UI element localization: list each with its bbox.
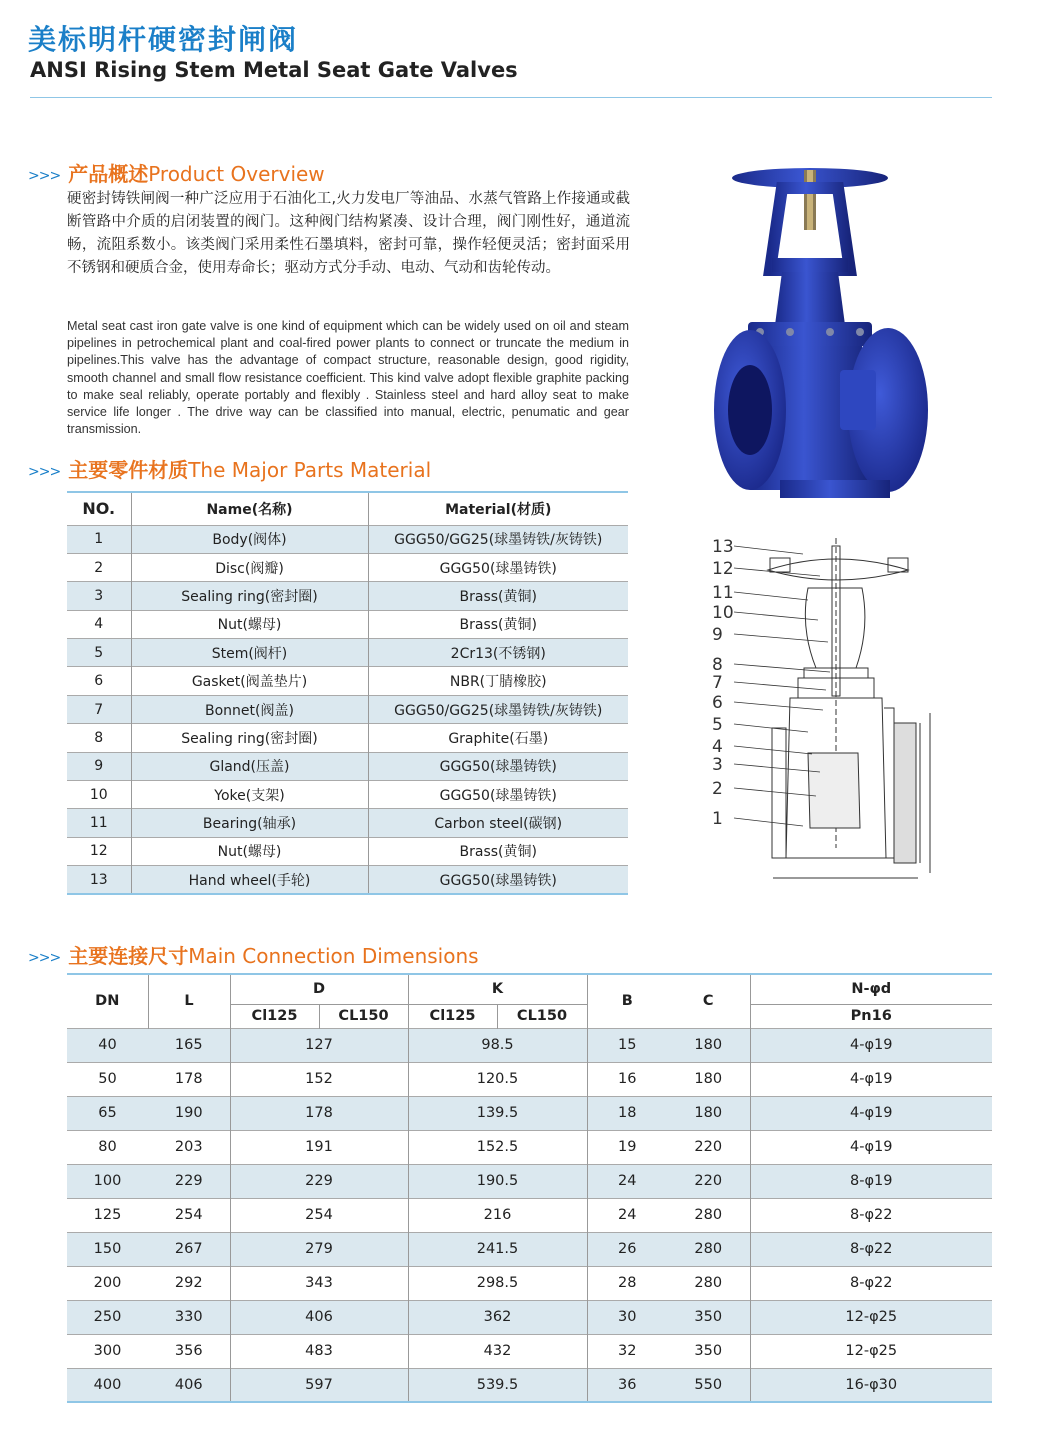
- b-cell: 15: [618, 1037, 637, 1053]
- l-cell: 406: [148, 1368, 230, 1402]
- nd-cell: 8-φ22: [850, 1207, 893, 1223]
- b-cell: 32: [618, 1343, 637, 1359]
- table-row: [67, 610, 628, 638]
- d-cell: 343: [230, 1266, 408, 1300]
- l-cell: 178: [148, 1062, 230, 1096]
- table-row: [67, 639, 628, 667]
- table-row: [67, 1334, 992, 1368]
- arrows-icon: >>>: [28, 463, 61, 480]
- callout-label: 5: [712, 715, 723, 735]
- col-header-k-cl125: Cl125: [408, 1004, 497, 1028]
- callout-label: 6: [712, 693, 723, 713]
- col-header-name: Name(名称): [131, 492, 368, 525]
- overview-text-en: Metal seat cast iron gate valve is one kind of equipment which can be widely used on oil and steam pipelines in petrochemical plant and coal-fired power plants to connect or truncate the medium in pipelines.This valve has the advantage of compact structure, reasonable design, good rigidity, smooth channel and small flow resistance coefficient. This kind valve adopt flexible graphite packing to make seal reliably, operate portably and flexibly . Stainless steel and hard alloy seat to make service life longer . The drive way can be classified into manual, electric, penumatic and gear transmission.: [67, 319, 629, 437]
- l-cell: 229: [148, 1164, 230, 1198]
- table-row: [67, 809, 628, 837]
- nd-cell: 4-φ19: [850, 1139, 893, 1155]
- table-row: [67, 1300, 992, 1334]
- d-cell: 254: [230, 1198, 408, 1232]
- table-row: [67, 866, 628, 894]
- b-cell: 24: [618, 1173, 637, 1189]
- part-no-cell: 6: [67, 667, 131, 695]
- dn-cell: 250: [93, 1309, 122, 1325]
- parts-table: [67, 491, 628, 895]
- c-cell: 350: [667, 1300, 750, 1334]
- callout-leader-line: [734, 746, 812, 754]
- nd-cell: 16-φ30: [845, 1376, 898, 1393]
- nd-cell: 4-φ19: [850, 1105, 893, 1121]
- part-name-cell: Nut(螺母): [131, 837, 368, 865]
- callout-label: 7: [712, 673, 723, 693]
- b-cell: 16: [618, 1071, 637, 1087]
- part-no-cell: 12: [67, 837, 131, 865]
- k-cell: 98.5: [408, 1028, 587, 1062]
- dn-cell: 80: [98, 1139, 117, 1155]
- nd-cell: 12-φ25: [845, 1343, 898, 1359]
- c-cell: 220: [667, 1130, 750, 1164]
- b-cell: 18: [618, 1105, 637, 1121]
- callout-leader-line: [734, 682, 826, 690]
- callout-leader-line: [734, 788, 816, 796]
- part-name-cell: Sealing ring(密封圈): [131, 724, 368, 752]
- valve-technical-drawing: [708, 528, 953, 893]
- callout-label: 8: [712, 655, 723, 675]
- dn-cell: 200: [93, 1275, 122, 1291]
- part-name-cell: Yoke(支架): [131, 781, 368, 809]
- k-cell: 216: [408, 1198, 587, 1232]
- callout-label: 4: [712, 737, 723, 757]
- l-cell: 356: [148, 1334, 230, 1368]
- b-cell: 28: [618, 1275, 637, 1291]
- col-header-dn: DN: [67, 974, 148, 1028]
- part-material-cell: GGG50(球墨铸铁): [439, 759, 557, 776]
- table-row: [67, 781, 628, 809]
- callout-leader-line: [734, 634, 828, 642]
- l-cell: 330: [148, 1300, 230, 1334]
- l-cell: 165: [148, 1028, 230, 1062]
- part-no-cell: 1: [67, 525, 131, 553]
- part-no-cell: 13: [67, 866, 131, 894]
- callout-leader-line: [734, 546, 803, 554]
- part-name-cell: Hand wheel(手轮): [131, 866, 368, 894]
- dn-cell: 125: [93, 1207, 122, 1223]
- nd-cell: 8-φ22: [850, 1241, 893, 1257]
- overview-heading: [28, 158, 325, 187]
- callout-label: 3: [712, 755, 723, 775]
- part-no-cell: 5: [67, 639, 131, 667]
- c-cell: 280: [667, 1198, 750, 1232]
- dn-cell: 100: [93, 1173, 122, 1189]
- page-title-cn: 美标明杆硬密封闸阀: [28, 23, 299, 56]
- table-row: [67, 1096, 992, 1130]
- k-cell: 152.5: [408, 1130, 587, 1164]
- part-material-cell: 2Cr13(不锈钢): [450, 645, 546, 662]
- d-cell: 127: [230, 1028, 408, 1062]
- nd-cell: 4-φ19: [850, 1037, 893, 1053]
- callout-label: 13: [712, 537, 734, 557]
- dimensions-heading-en: Main Connection Dimensions: [188, 944, 479, 968]
- callout-leader-line: [734, 818, 803, 826]
- overview-text-cn: 硬密封铸铁闸阀一种广泛应用于石油化工,火力发电厂等油品、水蒸气管路上作接通或截断管路中介质的启闭装置的阀门。这种阀门结构紧凑、设计合理，阀门刚性好，通道流畅，流阻系数小。该类阀门采用柔性石墨填料，密封可靠，操作轻便灵活；密封面采用不锈钢和硬质合金，使用寿命长；驱动方式分手动、电动、气动和齿轮传动。: [67, 191, 630, 276]
- overview-heading-en: Product Overview: [148, 162, 325, 186]
- part-name-cell: Nut(螺母): [131, 610, 368, 638]
- dn-cell: 50: [98, 1071, 117, 1087]
- arrows-icon: >>>: [28, 949, 61, 966]
- table-row: [67, 1028, 992, 1062]
- page-title-en: ANSI Rising Stem Metal Seat Gate Valves: [30, 58, 518, 82]
- d-cell: 406: [230, 1300, 408, 1334]
- part-material-cell: GGG50(球墨铸铁): [439, 560, 557, 577]
- table-row: [67, 553, 628, 581]
- part-no-cell: 11: [67, 809, 131, 837]
- c-cell: 350: [667, 1334, 750, 1368]
- c-cell: 550: [667, 1368, 750, 1402]
- col-header-material: Material(材质): [368, 492, 628, 525]
- d-cell: 597: [230, 1368, 408, 1402]
- part-name-cell: Body(阀体): [131, 525, 368, 553]
- part-name-cell: Gland(压盖): [131, 752, 368, 780]
- table-row: [67, 1266, 992, 1300]
- title-divider: [30, 97, 992, 98]
- b-cell: 24: [618, 1207, 637, 1223]
- dimensions-table: [67, 973, 992, 1403]
- d-cell: 152: [230, 1062, 408, 1096]
- dn-cell: 65: [98, 1105, 117, 1121]
- col-header-l: L: [148, 974, 230, 1028]
- part-material-cell: Brass(黄铜): [459, 844, 537, 861]
- parts-heading: [28, 454, 431, 483]
- valve-photo: [710, 160, 950, 515]
- table-row: [67, 837, 628, 865]
- c-cell: 220: [667, 1164, 750, 1198]
- l-cell: 267: [148, 1232, 230, 1266]
- callout-label: 12: [712, 559, 734, 579]
- dimensions-heading: [28, 940, 479, 969]
- callout-leader-line: [734, 592, 808, 600]
- c-cell: 280: [667, 1266, 750, 1300]
- nd-cell: 12-φ25: [845, 1309, 898, 1325]
- k-cell: 432: [408, 1334, 587, 1368]
- callout-leader-line: [734, 724, 808, 732]
- col-header-no: NO.: [67, 492, 131, 525]
- c-cell: 180: [667, 1096, 750, 1130]
- nd-cell: 4-φ19: [850, 1071, 893, 1087]
- d-cell: 229: [230, 1164, 408, 1198]
- part-material-cell: NBR(丁腈橡胶): [449, 674, 547, 691]
- parts-heading-en: The Major Parts Material: [188, 458, 432, 482]
- k-cell: 298.5: [408, 1266, 587, 1300]
- table-row: [67, 1130, 992, 1164]
- l-cell: 203: [148, 1130, 230, 1164]
- part-name-cell: Sealing ring(密封圈): [131, 582, 368, 610]
- b-cell: 26: [618, 1241, 637, 1257]
- table-row: [67, 1198, 992, 1232]
- parts-heading-cn: 主要零件材质: [68, 458, 189, 482]
- callout-label: 1: [712, 809, 723, 829]
- table-row: [67, 1232, 992, 1266]
- table-row: [67, 582, 628, 610]
- overview-heading-cn: 产品概述: [68, 162, 149, 186]
- part-name-cell: Bearing(轴承): [131, 809, 368, 837]
- part-no-cell: 10: [67, 781, 131, 809]
- table-row: [67, 1164, 992, 1198]
- col-header-pn16: Pn16: [750, 1004, 992, 1028]
- k-cell: 139.5: [408, 1096, 587, 1130]
- dn-cell: 300: [93, 1343, 122, 1359]
- nd-cell: 8-φ19: [850, 1173, 893, 1189]
- d-cell: 178: [230, 1096, 408, 1130]
- b-cell: 36: [618, 1376, 637, 1393]
- callout-label: 9: [712, 625, 723, 645]
- col-header-nd: N-φd: [750, 974, 992, 1004]
- callout-label: 2: [712, 779, 723, 799]
- part-no-cell: 8: [67, 724, 131, 752]
- k-cell: 120.5: [408, 1062, 587, 1096]
- part-material-cell: GGG50(球墨铸铁): [439, 787, 557, 804]
- part-material-cell: GGG50/GG25(球墨铸铁/灰铸铁): [394, 532, 603, 549]
- table-row: [67, 1368, 992, 1402]
- l-cell: 292: [148, 1266, 230, 1300]
- part-name-cell: Gasket(阀盖垫片): [131, 667, 368, 695]
- part-material-cell: Graphite(石墨): [448, 730, 549, 747]
- part-name-cell: Disc(阀瓣): [131, 553, 368, 581]
- part-material-cell: Brass(黄铜): [459, 617, 537, 634]
- callout-leader-line: [734, 702, 823, 710]
- l-cell: 254: [148, 1198, 230, 1232]
- part-material-cell: GGG50/GG25(球墨铸铁/灰铸铁): [394, 702, 603, 719]
- callout-leader-line: [734, 764, 820, 772]
- callout-leader-line: [734, 568, 820, 576]
- arrows-icon: >>>: [28, 167, 61, 184]
- table-row: [67, 752, 628, 780]
- dn-cell: 150: [93, 1241, 122, 1257]
- part-no-cell: 4: [67, 610, 131, 638]
- table-row: [67, 1062, 992, 1096]
- part-no-cell: 3: [67, 582, 131, 610]
- part-no-cell: 9: [67, 752, 131, 780]
- c-cell: 180: [667, 1028, 750, 1062]
- dn-cell: 40: [98, 1037, 117, 1053]
- table-row: [67, 724, 628, 752]
- d-cell: 191: [230, 1130, 408, 1164]
- k-cell: 241.5: [408, 1232, 587, 1266]
- part-material-cell: Brass(黄铜): [459, 588, 537, 605]
- l-cell: 190: [148, 1096, 230, 1130]
- b-cell: 19: [618, 1139, 637, 1155]
- c-cell: 180: [667, 1062, 750, 1096]
- part-material-cell: Carbon steel(碳钢): [434, 816, 563, 833]
- b-cell: 30: [618, 1309, 637, 1325]
- part-name-cell: Bonnet(阀盖): [131, 695, 368, 723]
- col-header-b: B: [587, 974, 667, 1028]
- part-name-cell: Stem(阀杆): [131, 639, 368, 667]
- k-cell: 190.5: [408, 1164, 587, 1198]
- col-header-c: C: [667, 974, 750, 1028]
- col-header-k-cl150: CL150: [497, 1004, 587, 1028]
- dimensions-heading-cn: 主要连接尺寸: [68, 944, 189, 968]
- callout-label: 10: [712, 603, 734, 623]
- callout-label: 11: [712, 583, 734, 603]
- dn-cell: 400: [93, 1376, 122, 1393]
- table-row: [67, 667, 628, 695]
- nd-cell: 8-φ22: [850, 1275, 893, 1291]
- col-header-d-cl150: CL150: [319, 1004, 408, 1028]
- d-cell: 483: [230, 1334, 408, 1368]
- col-header-k: K: [408, 974, 587, 1004]
- col-header-d-cl125: Cl125: [230, 1004, 319, 1028]
- part-no-cell: 7: [67, 695, 131, 723]
- d-cell: 279: [230, 1232, 408, 1266]
- c-cell: 280: [667, 1232, 750, 1266]
- table-row: [67, 695, 628, 723]
- k-cell: 362: [408, 1300, 587, 1334]
- part-no-cell: 2: [67, 553, 131, 581]
- table-row: [67, 525, 628, 553]
- part-material-cell: GGG50(球墨铸铁): [439, 872, 557, 889]
- col-header-d: D: [230, 974, 408, 1004]
- k-cell: 539.5: [408, 1368, 587, 1402]
